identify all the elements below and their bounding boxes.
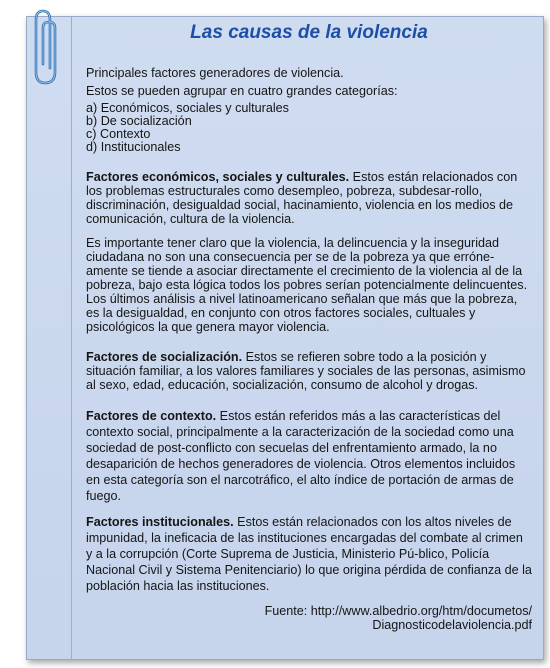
- section-text: Estos están relacionados con los altos niveles de impunidad, la ineficacia de las instituciones encargadas del combate al crimen y a la corrupción (Corte Suprema de Justicia, Ministerio Pú-blico, Policía Nacional Civil y Sistema Penitenciario) lo que origina pérdida de confianza de la población hacia las instituciones.: [86, 515, 532, 593]
- category-item: d) Institucionales: [86, 140, 181, 154]
- section-text: Estos están relacionados con los problemas estructurales como desempleo, pobreza, subdesar-rollo, discriminación, desigualdad social, hacinamiento, violencia en los medios de comunicación, cultura de la violencia.: [86, 170, 518, 226]
- intro-line-1: Principales factores generadores de violencia.: [86, 66, 344, 80]
- category-item: a) Económicos, sociales y culturales: [86, 101, 289, 115]
- section-text: Estos están referidos más a las características del contexto social, principalmente a la caracterización de la sociedad como una sociedad de post-conflicto con secuelas del enfrentamiento armado, la no desaparición de hechos generadores de violencia. Otros elementos incluidos en esta categoría son el narcotráfico, el alto índice de portación de armas de fuego.: [86, 409, 516, 503]
- category-item: c) Contexto: [86, 127, 151, 141]
- intro-line-2: Estos se pueden agrupar en cuatro grandes categorías:: [86, 84, 398, 98]
- source-line-2: Diagnosticodelaviolencia.pdf: [372, 618, 532, 632]
- section-text: Es importante tener claro que la violencia, la delincuencia y la inseguridad ciudadana no son una consecuencia per se de la pobreza ya que erróne-amente se tiende a asociar directamente el crecimiento de la violencia al de la pobreza, bajo esta lógica todos los pobres serían potencialmente delincuentes. Los últimos análisis a nivel latinoamericano señalan que más que la pobreza, es la desigualdad, en conjunto con otros factores sociales, cultuales y psicológicos la que genera mayor violencia.: [86, 236, 528, 334]
- section-institutional: [86, 514, 532, 594]
- section-heading: Factores de contexto.: [86, 409, 217, 423]
- section-economic: [86, 170, 532, 226]
- category-item: b) De socialización: [86, 114, 192, 128]
- document-title: Las causas de la violencia: [190, 22, 428, 43]
- section-context: [86, 408, 532, 504]
- document-body: [86, 22, 532, 632]
- source-line-1: Fuente: http://www.albedrio.org/htm/documetos/: [264, 604, 532, 618]
- source-citation: [86, 604, 532, 632]
- category-list: [86, 102, 532, 154]
- section-heading: Factores institucionales.: [86, 515, 234, 529]
- paperclip-icon: [30, 6, 62, 86]
- section-text: Estos se refieren sobre todo a la posición y situación familiar, a los valores familiares y sociales de las personas, asimismo al sexo, edad, educación, socialización, consumo de alcohol y drogas.: [86, 350, 526, 392]
- margin-line: [71, 17, 72, 659]
- section-socialization: [86, 350, 532, 392]
- section-heading: Factores económicos, sociales y culturales.: [86, 170, 350, 184]
- section-heading: Factores de socialización.: [86, 350, 243, 364]
- section-poverty-note: [86, 236, 532, 334]
